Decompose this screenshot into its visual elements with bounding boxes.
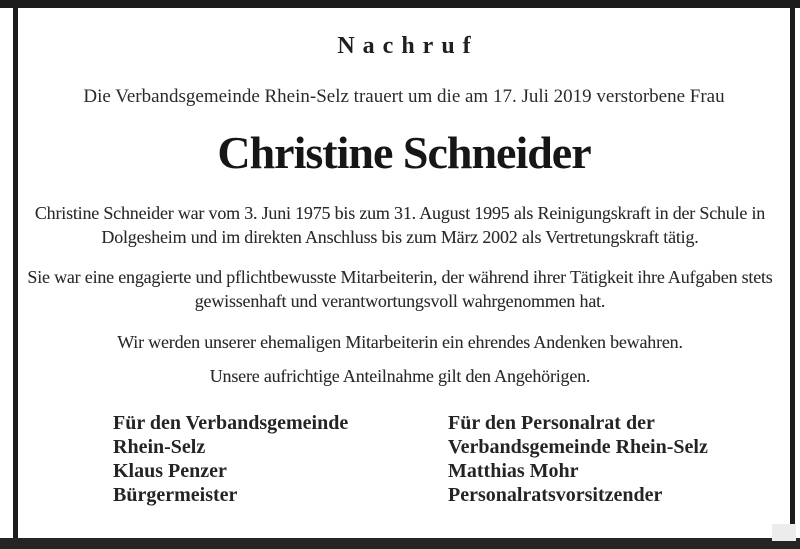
signature-org-line: Rhein-Selz	[113, 436, 206, 458]
signature-org-line: Für den Verbandsgemeinde	[113, 412, 349, 434]
scan-artifact	[772, 524, 796, 541]
signature-block-staff-council	[448, 411, 708, 507]
signature-person-name: Klaus Penzer	[113, 460, 227, 482]
signature-person-role: Personalratsvorsitzender	[448, 484, 663, 506]
signature-person-name: Matthias Mohr	[448, 460, 579, 482]
signature-org-line: Für den Personalrat der	[448, 412, 655, 434]
deceased-name: Christine Schneider	[217, 127, 591, 178]
frame-border-right	[790, 8, 795, 538]
signature-block-municipality	[113, 411, 348, 507]
notice-intro-line: Die Verbandsgemeinde Rhein-Selz trauert um die am 17. Juli 2019 verstorbene Frau	[83, 86, 725, 107]
notice-paragraph-remembrance: Wir werden unserer ehemaligen Mitarbeiterin ein ehrendes Andenken bewahren.	[117, 332, 683, 352]
notice-paragraph-appreciation: Sie war eine engagierte und pflichtbewusste Mitarbeiterin, der während ihrer Tätigkeit ihre Aufgaben stets gewissenhaft und verantwortungsvoll wahrgenommen hat.	[27, 267, 773, 311]
signature-person-role: Bürgermeister	[113, 484, 238, 506]
signature-org-line: Verbandsgemeinde Rhein-Selz	[448, 436, 708, 458]
frame-border-top	[0, 0, 800, 8]
frame-border-bottom	[0, 538, 800, 549]
notice-paragraph-service: Christine Schneider war vom 3. Juni 1975 bis zum 31. August 1995 als Reinigungskraft in der Schule in Dolgesheim und im direkten Anschluss bis zum März 2002 als Vertretungskraft tätig.	[34, 203, 766, 247]
notice-kicker: Nachruf	[337, 33, 479, 59]
notice-paragraph-condolence: Unsere aufrichtige Anteilnahme gilt den Angehörigen.	[209, 366, 591, 386]
